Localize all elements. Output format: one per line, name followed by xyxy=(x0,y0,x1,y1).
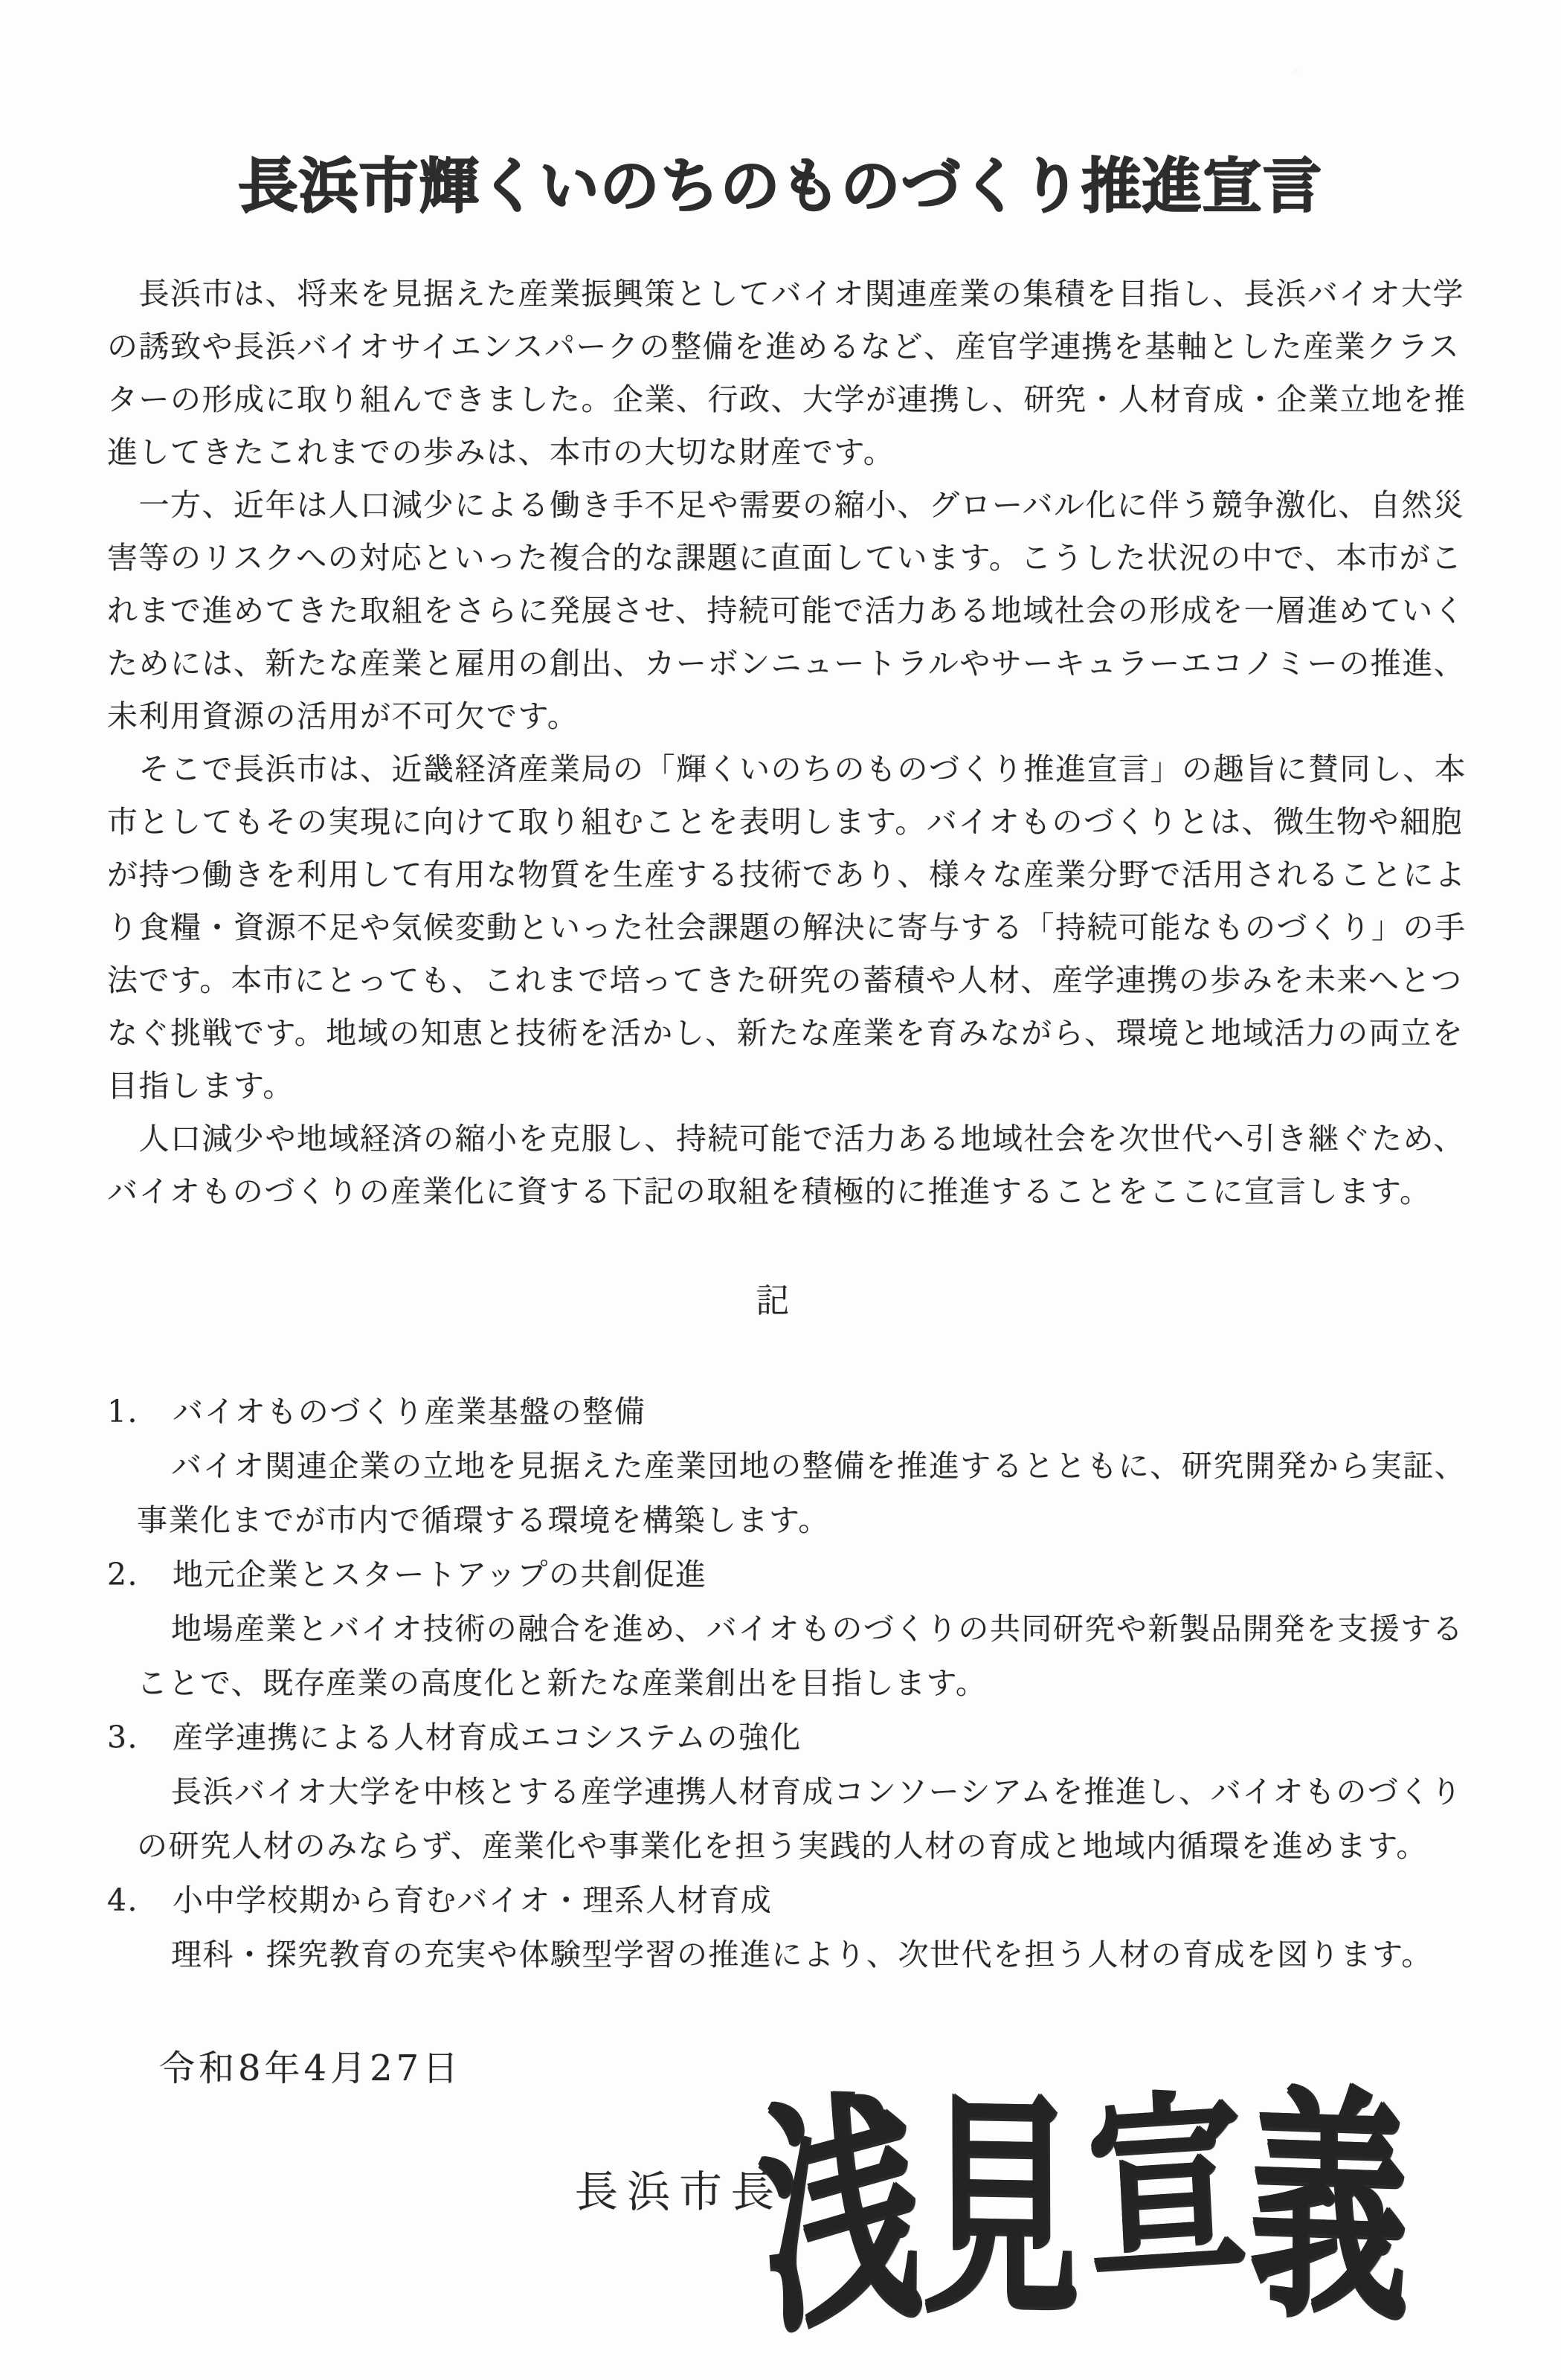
body-text-line: り食糧・資源不足や気候変動といった社会課題の解決に寄与する「持続可能なものづくり」の手 xyxy=(107,910,1467,945)
list-item xyxy=(107,1711,1468,1874)
list-item-title: 地元企業とスタートアップの共創促進 xyxy=(173,1557,707,1592)
body-text-line: 害等のリスクへの対応といった複合的な課題に直面しています。こうした状況の中で、本市がこ xyxy=(107,540,1463,576)
list-item xyxy=(107,1874,1468,1982)
list-item-number: 2． xyxy=(107,1557,160,1592)
paragraph xyxy=(107,743,1467,1113)
list-item-description-line: 理科・探究教育の充実や体験型学習の推進により、次世代を担う人材の育成を図ります。 xyxy=(171,1937,1433,1972)
list-item-number: 4． xyxy=(107,1882,160,1918)
body-text-line: の誘致や長浜バイオサイエンスパークの整備を進めるなど、産官学連携を基軸とした産業クラス xyxy=(107,329,1461,364)
list-item-number: 3． xyxy=(107,1720,160,1755)
paragraph xyxy=(107,1113,1465,1218)
list-item-description-line: 事業化までが市内で循環する環境を構築します。 xyxy=(137,1502,830,1538)
list-item-title-line xyxy=(107,1385,1468,1439)
list-item xyxy=(107,1548,1468,1711)
body-text-line: ためには、新たな産業と雇用の創出、カーボンニュートラルやサーキュラーエコノミーの推進、 xyxy=(107,646,1466,681)
paragraph xyxy=(107,479,1466,743)
list-item-description-line: の研究人材のみならず、産業化や事業化を担う実践的人材の育成と地域内循環を進めます。 xyxy=(137,1828,1428,1864)
date-line: 令和8年4月27日 xyxy=(159,2048,463,2089)
body-text-line: なぐ挑戦です。地域の知恵と技術を活かし、新たな産業を育みながら、環境と地域活力の両立を xyxy=(107,1015,1464,1051)
body-text-line: 一方、近年は人口減少による働き手不足や需要の縮小、グローバル化に伴う競争激化、自然災 xyxy=(107,487,1465,523)
list-item-description-line: バイオ関連企業の立地を見据えた産業団地の整備を推進するとともに、研究開発から実証、 xyxy=(171,1448,1467,1484)
signature-office-title: 長浜市長 xyxy=(575,2167,784,2217)
list-item-description-line: 地場産業とバイオ技術の融合を進め、バイオものづくりの共同研究や新製品開発を支援する xyxy=(171,1611,1464,1647)
page-title: 長浜市輝くいのちのものづくり推進宣言 xyxy=(238,151,1323,221)
body-text-line: れまで進めてきた取組をさらに発展させ、持続可能で活力ある地域社会の形成を一層進めていく xyxy=(107,593,1466,628)
body-text-line: 目指します。 xyxy=(107,1068,295,1104)
list-item-title-line xyxy=(107,1548,1468,1602)
signature-calligraphy xyxy=(751,2033,1410,2367)
body-text-line: 法です。本市にとっても、これまで培ってきた研究の蓄積や人材、産学連携の歩みを未来へとつ xyxy=(107,962,1463,998)
paragraph xyxy=(107,268,1467,479)
body-text-line: ターの形成に取り組んできました。企業、行政、大学が連携し、研究・人材育成・企業立地を推 xyxy=(107,382,1467,417)
body-text xyxy=(107,268,1467,1218)
declaration-list xyxy=(107,1385,1468,1982)
record-marker: 記 xyxy=(756,1281,790,1320)
list-item-title-line xyxy=(107,1874,1468,1928)
list-item-description-line: 長浜バイオ大学を中核とする産学連携人材育成コンソーシアムを推進し、バイオものづくり xyxy=(171,1774,1463,1810)
signature-char: 浅 xyxy=(751,2060,927,2367)
list-item-title-line xyxy=(107,1711,1468,1765)
body-text-line: バイオものづくりの産業化に資する下記の取組を積極的に推進することをここに宣言します。 xyxy=(107,1174,1432,1209)
body-text-line: そこで長浜市は、近畿経済産業局の「輝くいのちのものづくり推進宣言」の趣旨に賛同し、本 xyxy=(107,751,1467,787)
signature-char: 宣 xyxy=(1080,2067,1249,2303)
list-item-title: 小中学校期から育むバイオ・理系人材育成 xyxy=(173,1882,773,1918)
body-text-line: 長浜市は、将来を見据えた産業振興策としてバイオ関連産業の集積を目指し、長浜バイオ大学 xyxy=(107,276,1465,312)
list-item xyxy=(107,1385,1468,1548)
body-text-line: 市としてもその実現に向けて取り組むことを表明します。バイオものづくりとは、微生物や細胞 xyxy=(107,804,1463,840)
body-text-line: 進してきたこれまでの歩みは、本市の大切な財産です。 xyxy=(107,434,895,470)
list-item-description-line: ことで、既存産業の高度化と新たな産業創出を目指します。 xyxy=(137,1665,988,1701)
signature-char: 見 xyxy=(920,2068,1079,2346)
signature-char: 義 xyxy=(1249,2059,1408,2352)
body-text-line: 未利用資源の活用が不可欠です。 xyxy=(107,698,579,734)
body-text-line: 人口減少や地域経済の縮小を克服し、持続可能で活力ある地域社会を次世代へ引き継ぐため、 xyxy=(107,1121,1465,1157)
list-item-title: バイオものづくり産業基盤の整備 xyxy=(173,1394,646,1429)
body-text-line: が持つ働きを利用して有用な物質を生産する技術であり、様々な産業分野で活用されることによ xyxy=(107,857,1467,892)
list-item-number: 1． xyxy=(107,1394,160,1429)
list-item-title: 産学連携による人材育成エコシステムの強化 xyxy=(173,1720,802,1755)
